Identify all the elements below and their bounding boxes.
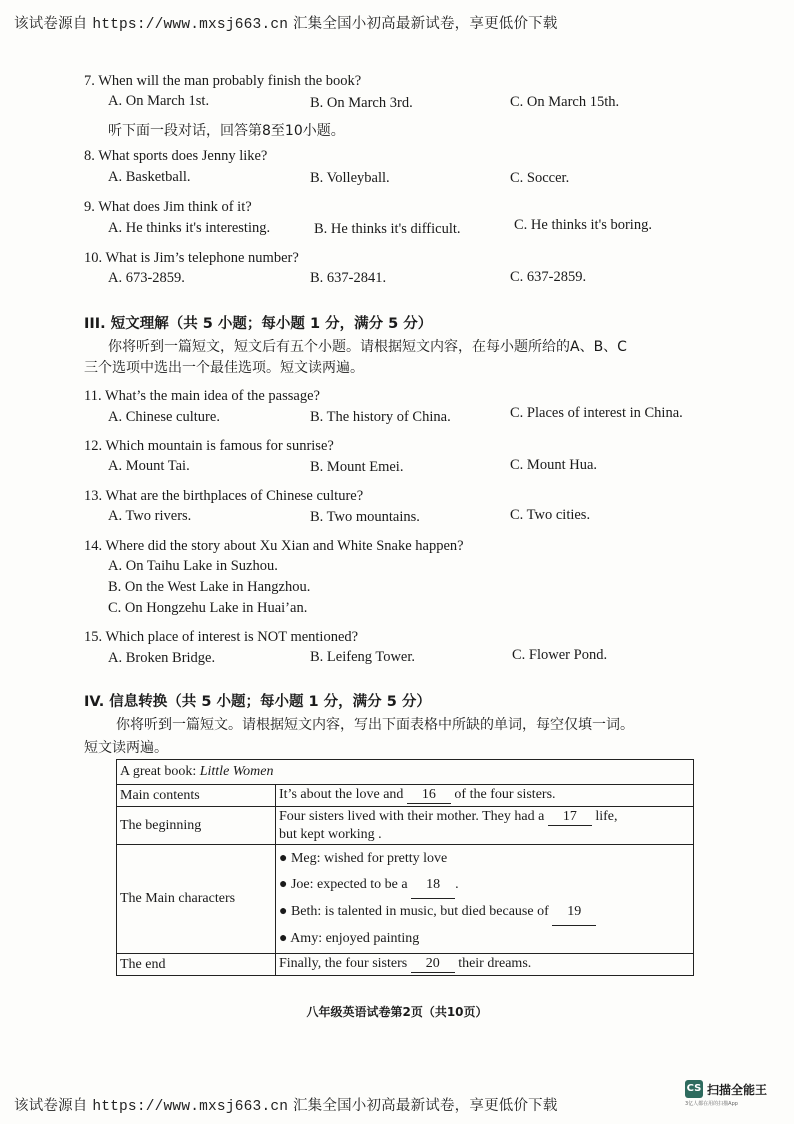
q9-option-a: A. He thinks it's interesting. [108,220,271,236]
q9-stem: 9. What does Jim think of it? [84,199,252,215]
meg-text: Meg: wished for pretty love [290,851,448,866]
section-4-title: IV. 信息转换（共 5 小题；每小题 1 分，满分 5 分） [84,694,431,710]
q7-option-a: A. On March 1st. [108,93,210,109]
source-text-bottom: 汇集全国小初高最新试卷，享更低价下载 [292,1098,558,1114]
q13-option-c: C. Two cities. [510,507,591,523]
q8-option-a: A. Basketball. [108,169,191,185]
row4-text-b: their dreams. [454,956,532,971]
q14-option-c: C. On Hongzehu Lake in Huai’an. [108,600,308,616]
q7-option-c: C. On March 15th. [510,94,620,110]
q10-option-b: B. 637-2841. [310,270,387,286]
page-footer: 八年级英语试卷第2页（共10页） [306,1005,488,1019]
camscanner-name: 扫描全能王 [707,1082,768,1097]
blank-18[interactable]: 18 [411,872,455,899]
q11-option-b: B. The history of China. [310,409,451,425]
character-amy: ● Amy: enjoyed painting [279,931,420,946]
blank-17[interactable]: 17 [548,808,592,826]
row4-text-a: Finally, the four sisters [279,956,411,971]
camscanner-subtitle: 3亿人都在用的扫描App [685,1101,738,1108]
camscanner-badge [685,1080,785,1107]
q8-stem: 8. What sports does Jenny like? [84,148,268,164]
row-end [276,954,694,976]
character-meg: ● Meg: wished for pretty love [279,851,448,866]
section-4-instruction-1: 你将听到一篇短文。请根据短文内容，写出下面表格中所缺的单词，每空仅填一词。 [116,717,634,733]
q12-option-c: C. Mount Hua. [510,457,597,473]
joe-text-b: . [455,877,459,892]
q9-option-c: C. He thinks it's boring. [514,217,652,233]
q13-stem: 13. What are the birthplaces of Chinese culture? [84,488,364,504]
q13-option-b: B. Two mountains. [310,509,420,525]
q11-option-a: A. Chinese culture. [108,409,220,425]
instruction-8-10: 听下面一段对话，回答第8至10小题。 [108,123,345,139]
q8-option-b: B. Volleyball. [310,170,390,186]
source-label: 该试卷源自 [14,16,88,32]
q7-stem: 7. When will the man probably finish the book? [84,73,362,89]
row2-text-c: but kept working . [279,827,382,842]
q12-option-a: A. Mount Tai. [108,458,190,474]
q11-option-c: C. Places of interest in China. [510,405,683,421]
row1-text-b: of the four sisters. [450,787,556,802]
blank-20[interactable]: 20 [411,956,455,973]
q15-option-b: B. Leifeng Tower. [310,649,416,665]
q7-option-b: B. On March 3rd. [310,95,413,111]
section-4-instruction-2: 短文读两遍。 [84,740,168,756]
q12-stem: 12. Which mountain is famous for sunrise? [84,438,334,454]
q15-stem: 15. Which place of interest is NOT mentioned? [84,629,359,645]
row-label-main-characters: The Main characters [117,845,276,954]
row1-text-a: It’s about the love and [279,787,407,802]
amy-text: Amy: enjoyed painting [290,931,420,946]
q12-option-b: B. Mount Emei. [310,459,404,475]
source-text: 汇集全国小初高最新试卷，享更低价下载 [292,16,558,32]
row-main-contents [276,785,694,807]
source-label-bottom: 该试卷源自 [14,1098,88,1114]
source-url-bottom[interactable]: https://www.mxsj663.cn [92,1099,289,1115]
q14-stem: 14. Where did the story about Xu Xian and White Snake happen? [84,538,464,554]
beth-text-a: Beth: is talented in music, but died because of [290,904,553,919]
camscanner-logo-icon: CS [685,1080,703,1098]
joe-text-a: Joe: expected to be a [290,877,412,892]
section-3-title: III. 短文理解（共 5 小题；每小题 1 分，满分 5 分） [84,316,433,332]
source-url[interactable]: https://www.mxsj663.cn [92,17,289,33]
q15-option-a: A. Broken Bridge. [108,650,216,666]
table-title-prefix: A great book: [120,764,200,779]
row-label-beginning: The beginning [117,807,276,845]
q10-option-a: A. 673-2859. [108,270,185,286]
q10-option-c: C. 637-2859. [510,269,587,285]
row-main-characters [276,845,694,954]
info-table [116,759,694,976]
q14-option-b: B. On the West Lake in Hangzhou. [108,579,311,595]
q10-stem: 10. What is Jim’s telephone number? [84,250,299,266]
q11-stem: 11. What’s the main idea of the passage? [84,388,320,404]
character-beth: ● Beth: is talented in music, but died because of 19 [279,899,690,926]
row-beginning [276,807,694,845]
section-3-instruction-1: 你将听到一篇短文，短文后有五个小题。请根据短文内容，在每小题所给的A、B、C [108,339,627,355]
blank-19[interactable]: 19 [552,899,596,926]
source-header-top [14,12,558,33]
table-book-title: Little Women [199,764,274,779]
q13-option-a: A. Two rivers. [108,508,192,524]
blank-16[interactable]: 16 [407,787,451,804]
row-label-end: The end [117,954,276,976]
row-label-main-contents: Main contents [117,785,276,807]
q8-option-c: C. Soccer. [510,170,570,186]
table-title [117,760,694,785]
character-joe: ● Joe: expected to be a 18 . [279,872,690,899]
source-header-bottom [14,1094,558,1115]
row2-text-b: life, [591,809,618,824]
section-3-instruction-2: 三个选项中选出一个最佳选项。短文读两遍。 [84,360,364,376]
q15-option-c: C. Flower Pond. [512,647,608,663]
q9-option-b: B. He thinks it's difficult. [314,221,461,237]
q14-option-a: A. On Taihu Lake in Suzhou. [108,558,278,574]
row2-text-a: Four sisters lived with their mother. They had a [279,809,548,824]
